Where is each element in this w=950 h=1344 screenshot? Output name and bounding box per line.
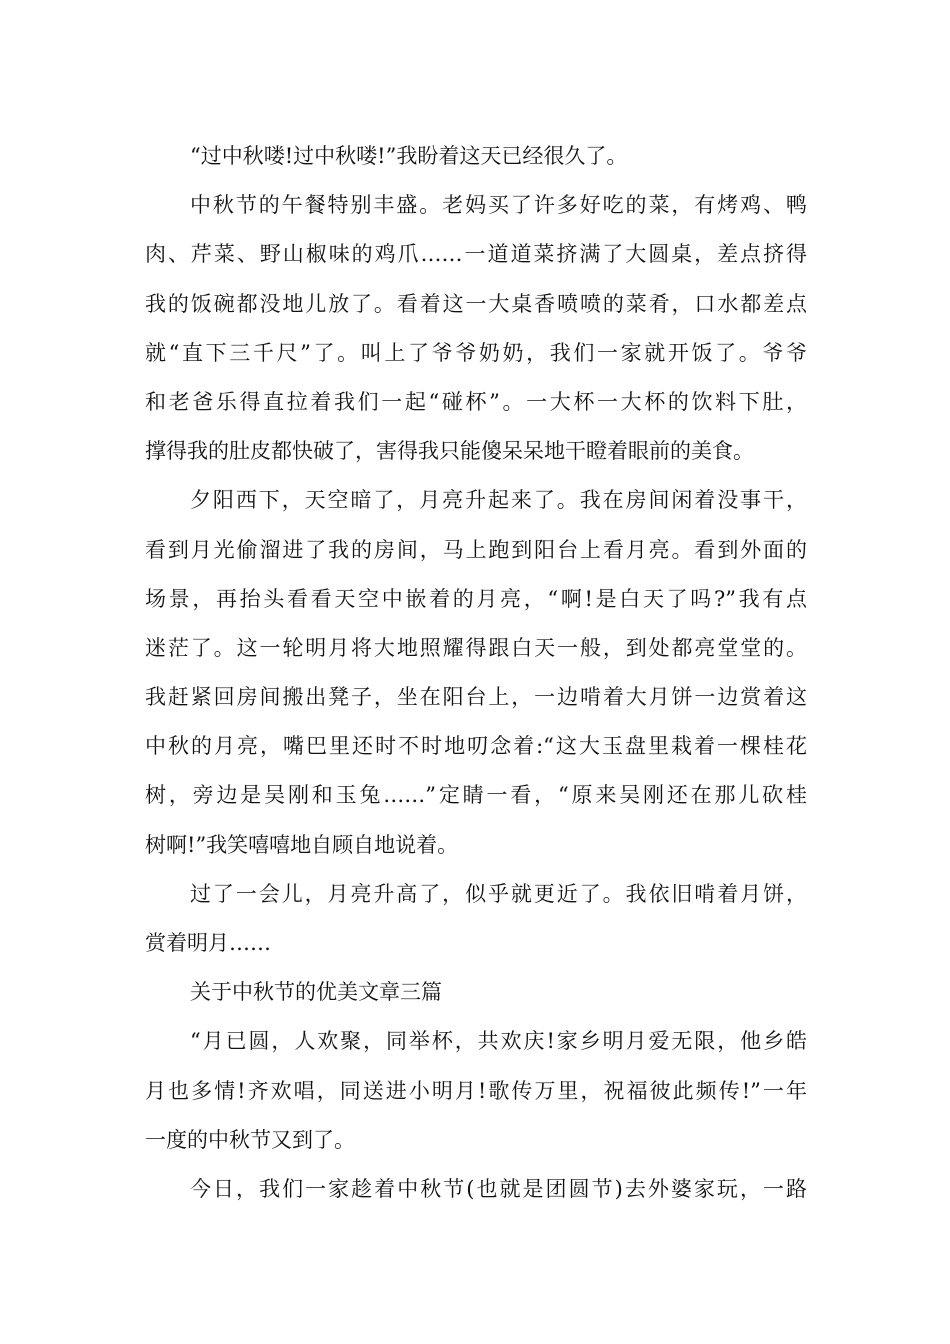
paragraph-line: 我的饭碗都没地儿放了。看着这一大桌香喷喷的菜肴，口水都差点 xyxy=(145,291,807,316)
paragraph-line: 场景，再抬头看看天空中嵌着的月亮，“啊!是白天了吗?”我有点 xyxy=(145,586,807,611)
paragraph-line: 迷茫了。这一轮明月将大地照耀得跟白天一般，到处都亮堂堂的。 xyxy=(145,635,807,660)
paragraph-line: 中秋节的午餐特别丰盛。老妈买了许多好吃的菜，有烤鸡、鸭 xyxy=(190,193,807,218)
paragraph-line: 看到月光偷溜进了我的房间，马上跑到阳台上看月亮。看到外面的 xyxy=(145,537,807,562)
paragraph-line: 中秋的月亮，嘴巴里还时不时地叨念着:“这大玉盘里栽着一棵桂花 xyxy=(145,734,807,759)
paragraph-line: 夕阳西下，天空暗了，月亮升起来了。我在房间闲着没事干， xyxy=(190,488,807,513)
paragraph-line: 赏着明月…… xyxy=(145,931,271,955)
paragraph-line: “过中秋喽!过中秋喽!”我盼着这天已经很久了。 xyxy=(190,144,628,168)
paragraph-line: 我赶紧回房间搬出凳子，坐在阳台上，一边啃着大月饼一边赏着这 xyxy=(145,685,807,710)
paragraph-line: 就“直下三千尺”了。叫上了爷爷奶奶，我们一家就开饭了。爷爷 xyxy=(145,340,807,365)
paragraph-line: “月已圆，人欢聚，同举杯，共欢庆!家乡明月爱无限，他乡皓 xyxy=(190,1029,807,1054)
paragraph-line: 树，旁边是吴刚和玉兔……”定睛一看，“原来吴刚还在那儿砍桂 xyxy=(145,783,807,808)
paragraph-line: 撑得我的肚皮都快破了，害得我只能傻呆呆地干瞪着眼前的美食。 xyxy=(145,439,754,464)
paragraph-line: 过了一会儿，月亮升高了，似乎就更近了。我依旧啃着月饼， xyxy=(190,881,807,906)
paragraph-line: 肉、芹菜、野山椒味的鸡爪……一道道菜挤满了大圆桌，差点挤得 xyxy=(145,242,807,267)
section-heading: 关于中秋节的优美文章三篇 xyxy=(190,980,442,1005)
paragraph-line: 一度的中秋节又到了。 xyxy=(145,1127,355,1152)
paragraph-line: 树啊!”我笑嘻嘻地自顾自地说着。 xyxy=(145,832,459,857)
paragraph-line: 今日，我们一家趁着中秋节(也就是团圆节)去外婆家玩，一路 xyxy=(190,1176,807,1201)
paragraph-line: 月也多情!齐欢唱，同送进小明月!歌传万里，祝福彼此频传!”一年 xyxy=(145,1078,807,1103)
paragraph-line: 和老爸乐得直拉着我们一起“碰杯”。一大杯一大杯的饮料下肚， xyxy=(145,389,807,414)
article-body xyxy=(145,132,807,1214)
